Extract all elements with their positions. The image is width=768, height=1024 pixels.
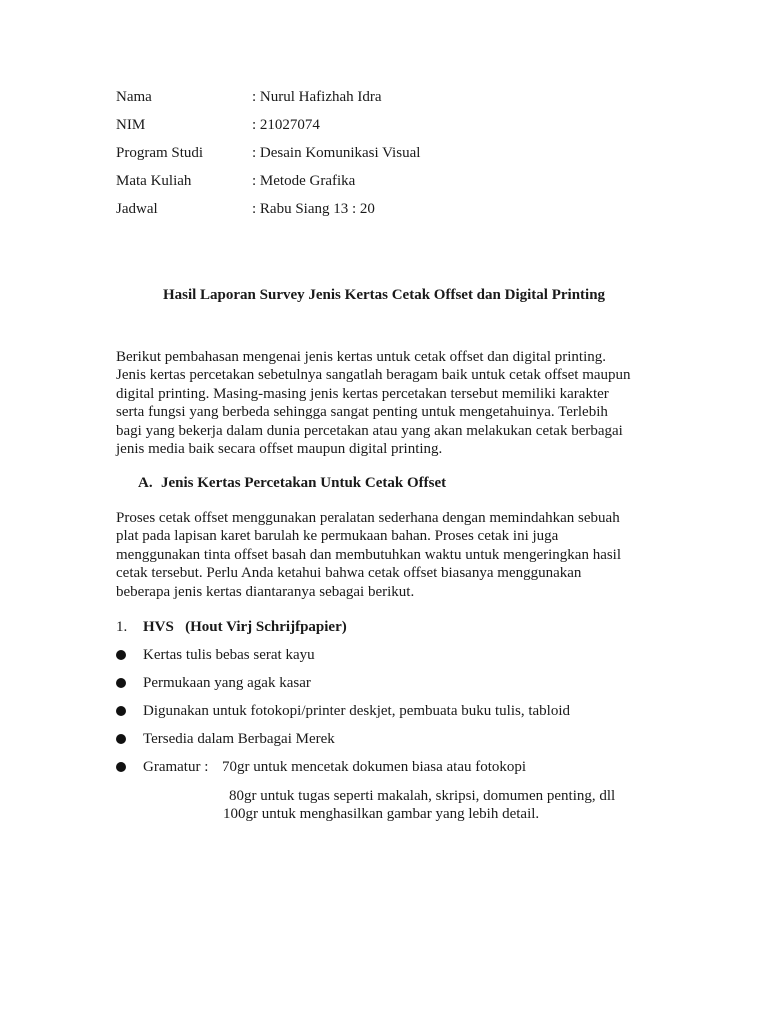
info-value: : Rabu Siang 13 : 20	[252, 201, 375, 217]
intro-paragraph	[116, 348, 656, 458]
gramatur-line: 80gr untuk tugas seperti makalah, skripsi, domumen penting, dll	[229, 788, 616, 804]
bullet-icon	[116, 650, 126, 660]
info-value: : 21027074	[252, 117, 320, 133]
info-row-program-studi	[116, 143, 420, 171]
item-number: 1.	[116, 619, 128, 635]
info-label: Program Studi	[116, 145, 204, 161]
info-value: : Desain Komunikasi Visual	[252, 145, 421, 161]
list-item	[116, 646, 570, 674]
student-info-table	[116, 87, 420, 227]
info-row-nim	[116, 115, 420, 143]
paragraph-line: digital printing. Masing-masing jenis kertas percetakan tersebut memiliki karakter	[116, 385, 609, 402]
hvs-bullet-list	[116, 646, 570, 786]
paragraph-line: Jenis kertas percetakan sebetulnya sangatlah beragam baik untuk cetak offset maupun	[116, 367, 631, 384]
info-row-jadwal	[116, 199, 420, 227]
bullet-icon	[116, 678, 126, 688]
bullet-text: Digunakan untuk fotokopi/printer deskjet, pembuata buku tulis, tabloid	[143, 703, 571, 719]
item-term: HVS	[143, 619, 174, 635]
paragraph-line: jenis media baik secara offset maupun digital printing.	[116, 441, 443, 458]
section-heading-a	[138, 474, 446, 492]
info-label: NIM	[116, 117, 146, 133]
list-item	[116, 702, 570, 730]
bullet-text: Kertas tulis bebas serat kayu	[143, 647, 315, 663]
offset-paragraph	[116, 509, 656, 601]
bullet-icon	[116, 706, 126, 716]
gramatur-line: 70gr untuk mencetak dokumen biasa atau fotokopi	[222, 759, 527, 775]
document-title: Hasil Laporan Survey Jenis Kertas Cetak Offset dan Digital Printing	[162, 287, 606, 303]
list-item	[116, 674, 570, 702]
section-heading-text: Jenis Kertas Percetakan Untuk Cetak Offset	[161, 475, 447, 491]
paragraph-line: Proses cetak offset menggunakan peralatan sederhana dengan memindahkan sebuah	[116, 510, 620, 526]
bullet-icon	[116, 734, 126, 744]
paragraph-line: cetak tersebut. Perlu Anda ketahui bahwa cetak offset biasanya menggunakan	[116, 565, 582, 582]
section-marker: A.	[138, 475, 153, 491]
item-heading-hvs	[116, 618, 347, 636]
list-item	[116, 730, 570, 758]
bullet-text: Tersedia dalam Berbagai Merek	[143, 731, 335, 747]
info-value: : Nurul Hafizhah Idra	[252, 89, 382, 105]
paragraph-line: beberapa jenis kertas diantaranya sebagai berikut.	[116, 583, 415, 600]
gramatur-line: 100gr untuk menghasilkan gambar yang lebih detail.	[223, 806, 540, 822]
info-label: Jadwal	[116, 201, 158, 217]
bullet-text: Permukaan yang agak kasar	[143, 675, 311, 691]
list-item-gramatur	[116, 758, 570, 786]
item-subtitle: (Hout Virj Schrijfpapier)	[185, 619, 347, 635]
info-label: Mata Kuliah	[116, 173, 192, 189]
bullet-icon	[116, 762, 126, 772]
info-row-nama	[116, 87, 420, 115]
paragraph-line: plat pada lapisan karet barulah ke permukaan bahan. Proses cetak ini juga	[116, 528, 559, 545]
info-value: : Metode Grafika	[252, 173, 356, 189]
paragraph-line: menggunakan tinta offset basah dan membutuhkan waktu untuk mengeringkan hasil	[116, 546, 622, 563]
info-row-mata-kuliah	[116, 171, 420, 199]
paragraph-line: bagi yang bekerja dalam dunia percetakan atau yang akan melakukan cetak berbagai	[116, 422, 623, 439]
info-label: Nama	[116, 89, 152, 105]
paragraph-line: Berikut pembahasan mengenai jenis kertas untuk cetak offset dan digital printing.	[116, 349, 607, 365]
gramatur-label: Gramatur :	[143, 759, 209, 775]
paragraph-line: serta fungsi yang berbeda sehingga sangat penting untuk mengetahuinya. Terlebih	[116, 404, 608, 421]
